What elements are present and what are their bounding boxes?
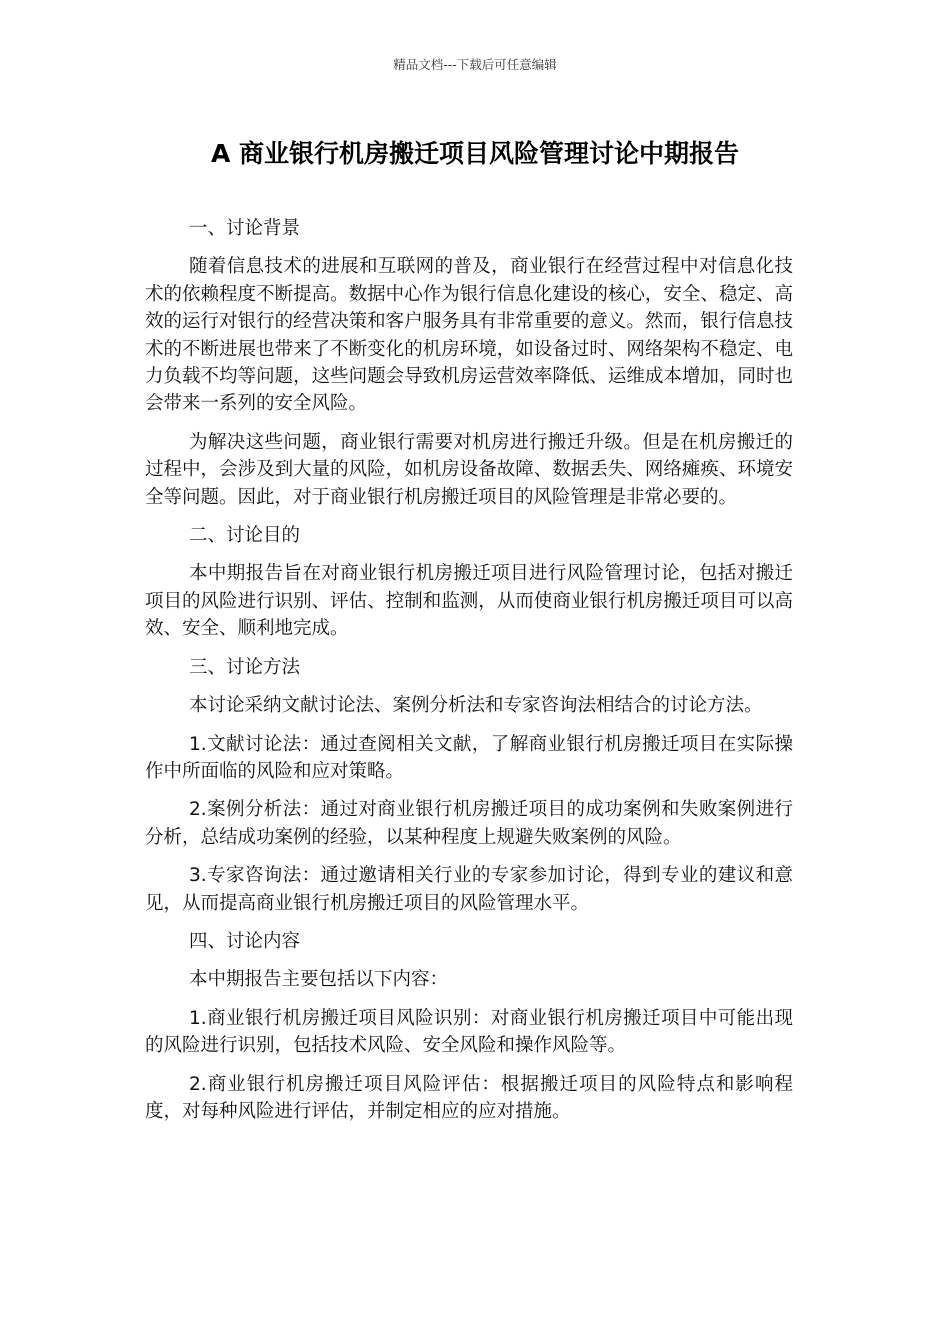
paragraph-background-2: 为解决这些问题，商业银行需要对机房进行搬迁升级。但是在机房搬迁的过程中，会涉及到大量的风险，如机房设备故障、数据丢失、网络瘫痪、环境安全等问题。因此，对于商业银行机房搬迁项目的风险管理是非常必要的。: [145, 431, 793, 508]
section-heading-method: 三、讨论方法: [189, 656, 301, 678]
paragraph-purpose: 本中期报告旨在对商业银行机房搬迁项目进行风险管理讨论，包括对搬迁项目的风险进行识别、评估、控制和监测，从而使商业银行机房搬迁项目可以高效、安全、顺利地完成。: [145, 563, 793, 640]
list-item-content-1: 1.商业银行机房搬迁项目风险识别：对商业银行机房搬迁项目中可能出现的风险进行识别，包括技术风险、安全风险和操作风险等。: [145, 1007, 793, 1057]
list-item-method-1: 1.文献讨论法：通过查阅相关文献，了解商业银行机房搬迁项目在实际操作中所面临的风险和应对策略。: [145, 733, 793, 782]
list-item-method-2: 2.案例分析法：通过对商业银行机房搬迁项目的成功案例和失败案例进行分析，总结成功案例的经验，以某种程度上规避失败案例的风险。: [145, 799, 793, 848]
document-body: [145, 215, 793, 1136]
paragraph-content-intro: 本中期报告主要包括以下内容：: [189, 969, 449, 991]
section-heading-content: 四、讨论内容: [189, 930, 301, 952]
list-item-content-2: 2.商业银行机房搬迁项目风险评估：根据搬迁项目的风险特点和影响程度，对每种风险进行评估，并制定相应的应对措施。: [145, 1073, 793, 1122]
document-title: A 商业银行机房搬迁项目风险管理讨论中期报告: [210, 139, 740, 168]
list-item-method-3: 3.专家咨询法：通过邀请相关行业的专家参加讨论，得到专业的建议和意见，从而提高商业银行机房搬迁项目的风险管理水平。: [145, 865, 793, 914]
section-heading-background: 一、讨论背景: [189, 218, 301, 239]
paragraph-method-intro: 本讨论采纳文献讨论法、案例分析法和专家咨询法相结合的讨论方法。: [189, 695, 763, 717]
paragraph-background-1: 随着信息技术的进展和互联网的普及，商业银行在经营过程中对信息化技术的依赖程度不断提高。数据中心作为银行信息化建设的核心，安全、稳定、高效的运行对银行的经营决策和客户服务具有非常重要的意义。然而，银行信息技术的不断进展也带来了不断变化的机房环境，如设备过时、网络架构不稳定、电力负载不均等问题，这些问题会导致机房运营效率降低、运维成本增加，同时也会带来一系列的安全风险。: [145, 256, 793, 415]
page-header: 精品文档---下载后可任意编辑: [393, 57, 557, 72]
section-heading-purpose: 二、讨论目的: [189, 525, 301, 547]
